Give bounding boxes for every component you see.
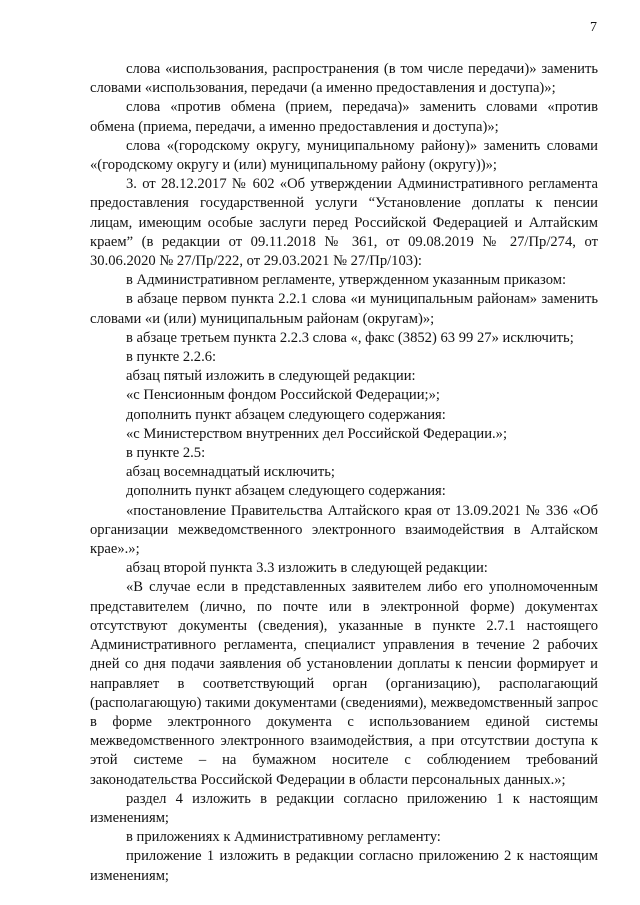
paragraph: 3. от 28.12.2017 № 602 «Об утверждении Административного регламента предоставления государственной услуги “Установление доплаты к пенсии лицам, имеющим особые заслуги перед Российской Федерацией и Алтайским краем” (в редакции от 09.11.2018 № 361, от 09.08.2019 № 27/Пр/274, от 30.06.2020 № 27/Пр/222, от 29.03.2021 № 27/Пр/103): [90,176,598,270]
paragraph: дополнить пункт абзацем следующего содержания: [126,483,446,500]
paragraph: слова «использования, распространения (в том числе передачи)» заменить словами «использования, передачи (а именно предоставления и доступа)»; [90,61,598,97]
document-body [90,60,598,886]
paragraph: «с Министерством внутренних дел Российской Федерации.»; [126,425,508,442]
paragraph: в пункте 2.5: [126,445,206,462]
paragraph: слова «(городскому округу, муниципальному району)» заменить словами «(городскому округу и (или) муниципальному району (округу))»; [90,137,598,174]
paragraph: в абзаце первом пункта 2.2.1 слова «и муниципальным районам» заменить словами «и (или) муниципальным районам (округам)»; [90,291,598,327]
paragraph: приложение 1 изложить в редакции согласно приложению 2 к настоящим изменениям; [90,848,598,884]
paragraph: в приложениях к Административному регламенту: [126,829,441,846]
paragraph: «постановление Правительства Алтайского края от 13.09.2021 № 336 «Об организации межведомственного электронного взаимодействия в Алтайском крае».»; [90,502,598,558]
paragraph: абзац второй пункта 3.3 изложить в следующей редакции: [126,560,488,577]
paragraph: в пункте 2.2.6: [126,349,217,366]
paragraph: в Административном регламенте, утвержденном указанным приказом: [126,272,567,289]
page-number: 7 [590,20,597,35]
paragraph: абзац восемнадцатый исключить; [126,464,335,481]
paragraph: «В случае если в представленных заявителем либо его уполномоченным представителем (лично, по почте или в электронной форме) документах отсутствуют документы (сведения), указанные в пункте 2.7.1 настоящего Административного регламента, специалист управления в течение 2 рабочих дней со дня подачи заявления об установлении доплаты к пенсии формирует и направляет в соответствующий орган (организацию), располагающий (располагающую) такими документами (сведениями), межведомственный запрос в форме электронного документа с использованием единой системы межведомственного электронного взаимодействия, а при отсутствии доступа к этой системе – на бумажном носителе с соблюдением требований законодательства Российской Федерации в области персональных данных.»; [90,579,598,788]
paragraph: дополнить пункт абзацем следующего содержания: [126,406,446,423]
paragraph: раздел 4 изложить в редакции согласно приложению 1 к настоящим изменениям; [90,790,598,826]
paragraph: «с Пенсионным фондом Российской Федерации;»; [126,387,440,404]
paragraph: абзац пятый изложить в следующей редакции: [126,368,416,385]
paragraph: слова «против обмена (прием, передача)» заменить словами «против обмена (приема, передачи, а именно предоставления и доступа)»; [90,99,598,135]
paragraph: в абзаце третьем пункта 2.2.3 слова «, факс (3852) 63 99 27» исключить; [126,329,574,346]
